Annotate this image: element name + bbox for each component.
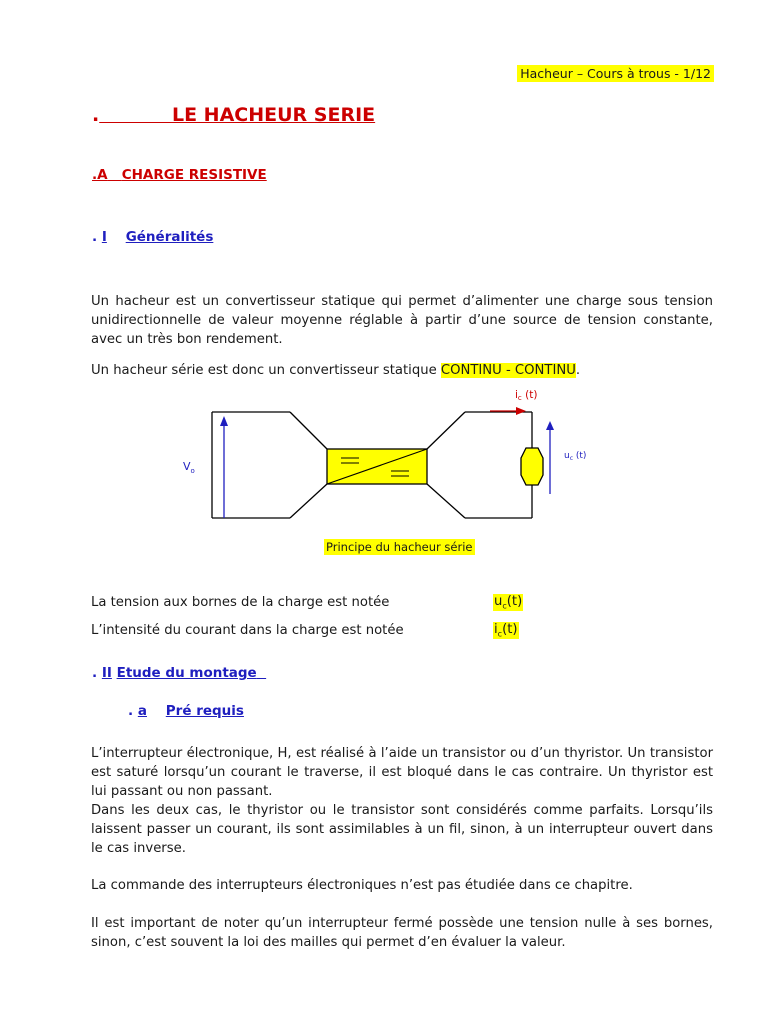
- section-iia-heading: [128, 703, 244, 719]
- section-i-prefix: .: [92, 229, 98, 245]
- chopper-diagram: [170, 384, 590, 534]
- paragraph-tension-nulle: Il est important de noter qu’un interrupteur fermé possède une tension nulle à ses bornes, sinon, c’est souvent la loi des mailles qui permet d’en évaluer la valeur.: [91, 916, 713, 950]
- page-title: [92, 104, 375, 126]
- section-a-label: CHARGE RESISTIVE: [121, 167, 267, 183]
- paragraph-interrupteur: L’interrupteur électronique, H, est réalisé à l’aide un transistor ou d’un thyristor. Un transistor est saturé lorsqu’un courant le traverse, il est bloqué dans le cas contraire. Un thyristor est lui passant ou non passant.: [91, 746, 713, 799]
- section-iia-label: Pré requis: [165, 703, 244, 719]
- continu-highlight: CONTINU - CONTINU: [440, 363, 576, 378]
- section-ii-label: Etude du montage: [116, 665, 257, 681]
- diagram-caption: Principe du hacheur série: [326, 540, 473, 554]
- section-a-prefix: .A: [92, 167, 108, 183]
- notation-current-text: L’intensité du courant dans la charge est notée: [91, 623, 404, 638]
- top-left-slope: [290, 412, 327, 449]
- bottom-right-slope: [427, 484, 465, 518]
- notation-current-symbol: $i_c(t)$: [494, 622, 518, 639]
- section-i-label: Généralités: [125, 229, 214, 245]
- title-label: LE HACHEUR SERIE: [171, 104, 376, 126]
- section-a-heading: [92, 167, 267, 183]
- notation-voltage-symbol: $u_c(t)$: [494, 594, 523, 611]
- title-prefix: .: [92, 104, 100, 126]
- title-spacer: [99, 104, 172, 126]
- paragraph-continu: [91, 361, 713, 380]
- input-voltage-arrowhead: [220, 416, 228, 426]
- section-iia-letter: a: [137, 703, 147, 719]
- paragraph-commande: La commande des interrupteurs électroniques n’est pas étudiée dans ce chapitre.: [91, 878, 633, 893]
- current-label: ic (t): [515, 389, 538, 402]
- paragraph-continu-text: Un hacheur série est donc un convertisseur statique: [91, 363, 441, 378]
- section-ii-number: II: [101, 665, 112, 681]
- paragraph-continu-suffix: .: [575, 363, 581, 378]
- paragraph-parfaits: Dans les deux cas, le thyristor ou le transistor sont considérés comme parfaits. Lorsqu’ils laissent passer un courant, ils sont assimilables à un fil, sinon, à un interrupteur ouvert dans le cas inverse.: [91, 803, 713, 856]
- page-header-tag: Hacheur – Cours à trous - 1/12: [517, 65, 714, 82]
- output-voltage-label: $u_c$ (t): [564, 451, 587, 462]
- section-ii-prefix: .: [92, 665, 98, 681]
- input-voltage-label: $V_o$: [183, 460, 195, 475]
- section-iia-prefix: .: [128, 703, 134, 719]
- load-resistor: [521, 448, 543, 485]
- output-voltage-arrowhead: [546, 421, 554, 430]
- current-arrowhead: [516, 407, 526, 415]
- section-i-number: I: [101, 229, 107, 245]
- notation-voltage-text: La tension aux bornes de la charge est notée: [91, 595, 390, 610]
- bottom-left-slope: [290, 484, 327, 518]
- section-ii-heading: [92, 665, 266, 681]
- top-right-slope: [427, 412, 465, 449]
- section-i-heading: [92, 229, 213, 245]
- paragraph-definition: Un hacheur est un convertisseur statique qui permet d’alimenter une charge sous tension unidirectionnelle de valeur moyenne réglable à partir d’une source de tension constante, avec un très bon rendement.: [91, 294, 713, 347]
